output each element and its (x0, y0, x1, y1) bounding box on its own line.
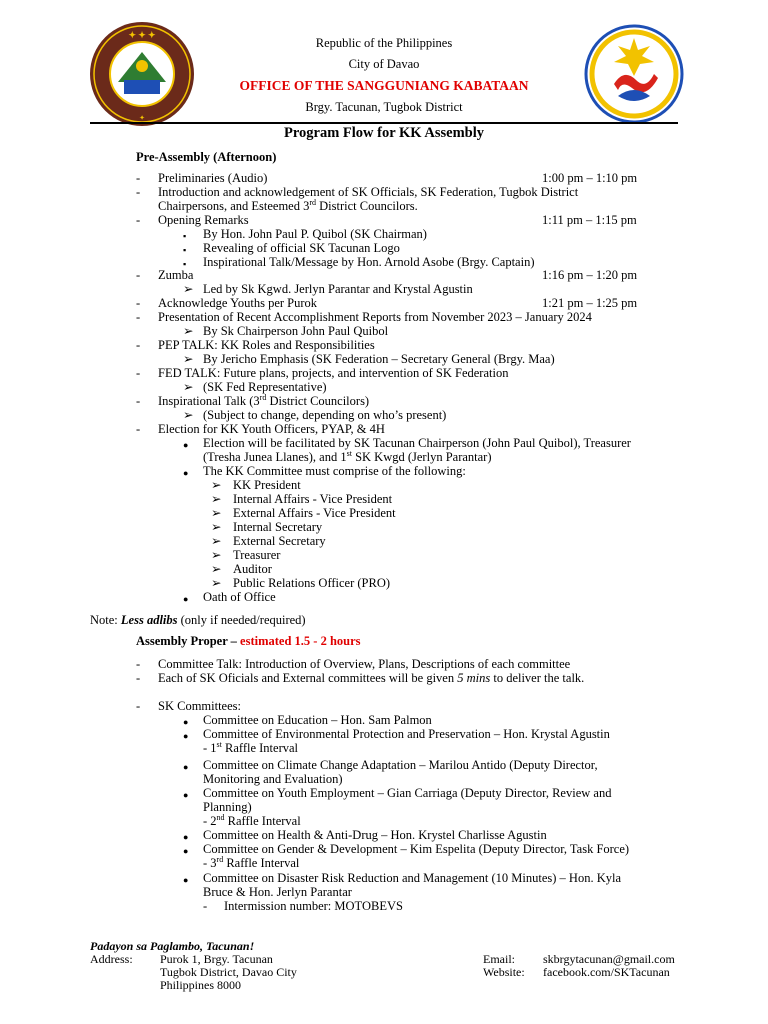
assembly-proper-item-text (203, 786, 611, 800)
assembly-proper-text-span: Bruce & Hon. Jerlyn Parantar (203, 885, 352, 899)
pre-assembly-bullet: ➢ (183, 352, 194, 366)
pre-assembly-superscript: st (346, 448, 352, 458)
assembly-proper-text-span: Monitoring and Evaluation) (203, 772, 343, 786)
pre-assembly-text-span: By Hon. John Paul P. Quibol (SK Chairman) (203, 227, 427, 241)
pre-assembly-item-text (158, 366, 508, 380)
pre-assembly-bullet: - (136, 296, 141, 310)
assembly-proper-superscript: st (216, 739, 222, 749)
pre-assembly-text-span: Zumba (158, 268, 194, 282)
section-heading-assembly-proper (136, 634, 361, 648)
pre-assembly-text-span: Acknowledge Youths per Purok (158, 296, 318, 310)
pre-assembly-text-span: Internal Affairs - Vice President (233, 492, 393, 506)
pre-assembly-bullet: ▪ (183, 231, 187, 241)
pre-assembly-item-text (233, 534, 326, 548)
pre-assembly-bullet: ● (183, 440, 189, 450)
svg-text:✦ ✦ ✦: ✦ ✦ ✦ (128, 30, 156, 40)
pre-assembly-item-text (233, 478, 301, 492)
assembly-proper-text-span: Each of SK Oficials and External committees will be given (158, 671, 458, 685)
assembly-proper-emphasis: 5 mins (457, 671, 491, 685)
assembly-proper-item-text (203, 772, 343, 786)
assembly-proper-item-text (203, 856, 299, 870)
pre-assembly-bullet: ➢ (211, 562, 222, 576)
footer-email-label: Email: (483, 952, 515, 966)
pre-assembly-item-text (158, 338, 375, 352)
pre-assembly-bullet: ➢ (211, 478, 222, 492)
pre-assembly-item-text (203, 450, 492, 464)
pre-assembly-text-span: Inspirational Talk/Message by Hon. Arnold Asobe (Brgy. Captain) (203, 255, 535, 269)
pre-assembly-text-span: By Jericho Emphasis (SK Federation – Secretary General (Brgy. Maa) (203, 352, 555, 366)
pre-assembly-superscript: rd (259, 392, 267, 402)
pre-assembly-item-text (158, 185, 578, 199)
pre-assembly-bullet: - (136, 171, 141, 185)
pre-assembly-text-span: External Affairs - Vice President (233, 506, 396, 520)
pre-assembly-item-text (203, 227, 427, 241)
pre-assembly-item-text (203, 241, 400, 255)
pre-assembly-item-text (158, 268, 193, 282)
pre-assembly-time-slot: 1:16 pm – 1:20 pm (542, 268, 638, 282)
assembly-estimate: estimated 1.5 - 2 hours (240, 634, 361, 648)
pre-assembly-time-slot: 1:11 pm – 1:15 pm (542, 213, 637, 227)
assembly-proper-text-after: Raffle Interval (221, 741, 299, 755)
assembly-proper-text-span: Committee on Youth Employment – Gian Carriaga (Deputy Director, Review and (203, 786, 612, 800)
footer-address-line-3: Philippines 8000 (160, 978, 242, 992)
pre-assembly-text-span: The KK Committee must comprise of the following: (203, 464, 466, 478)
pre-assembly-time-slot: 1:21 pm – 1:25 pm (542, 296, 638, 310)
assembly-proper-text-after: to deliver the talk. (490, 671, 585, 685)
assembly-proper-item-text (158, 657, 570, 671)
pre-assembly-bullet: - (136, 366, 141, 380)
assembly-proper-bullet: - (203, 899, 208, 913)
pre-assembly-bullet: - (136, 268, 141, 282)
pre-assembly-text-after: SK Kwgd (Jerlyn Parantar) (351, 450, 492, 464)
pre-assembly-bullet: ➢ (183, 282, 194, 296)
assembly-proper-bullet: ● (183, 875, 189, 885)
pre-assembly-text-span: (Subject to change, depending on who’s present) (203, 408, 447, 422)
pre-assembly-item-text (158, 422, 385, 436)
pre-assembly-text-span: External Secretary (233, 534, 326, 548)
assembly-proper-text-span: - 2 (203, 814, 217, 828)
pre-assembly-item-text (233, 548, 280, 562)
pre-assembly-item-text (158, 213, 249, 227)
assembly-proper-bullet: ● (183, 762, 189, 772)
pre-assembly-bullet: ➢ (211, 534, 222, 548)
assembly-proper-text-span: Committee on Climate Change Adaptation – Marilou Antido (Deputy Director, (203, 758, 598, 772)
pre-assembly-item-text (233, 576, 390, 590)
pre-assembly-text-span: Preliminaries (Audio) (158, 171, 268, 185)
pre-assembly-item-text (203, 324, 388, 338)
pre-assembly-item-text (158, 310, 592, 324)
pre-assembly-item-text (233, 520, 322, 534)
assembly-proper-text-span: Planning) (203, 800, 252, 814)
assembly-proper-bullet: - (136, 699, 141, 713)
pre-assembly-text-span: By Sk Chairperson John Paul Quibol (203, 324, 389, 338)
assembly-proper-item-text (203, 741, 298, 755)
assembly-proper-text-span: Committee on Education – Hon. Sam Palmon (203, 713, 432, 727)
pre-assembly-item-text (203, 282, 473, 296)
footer-address-line-2: Tugbok District, Davao City (160, 965, 297, 979)
note-prefix: Note: (90, 613, 121, 627)
pre-assembly-text-span: Chairpersons, and Esteemed 3 (158, 199, 310, 213)
assembly-proper-item-text (203, 814, 301, 828)
pre-assembly-bullet: ● (183, 468, 189, 478)
pre-assembly-text-span: Opening Remarks (158, 213, 249, 227)
pre-assembly-text-span: FED TALK: Future plans, projects, and intervention of SK Federation (158, 366, 509, 380)
pre-assembly-text-span: Auditor (233, 562, 272, 576)
assembly-proper-bullet: ● (183, 790, 189, 800)
assembly-proper-text-after: Raffle Interval (224, 814, 301, 828)
assembly-proper-item-text (203, 828, 547, 842)
pre-assembly-text-span: Introduction and acknowledgement of SK Officials, SK Federation, Tugbok District (158, 185, 579, 199)
pre-assembly-bullet: ➢ (211, 548, 222, 562)
assembly-proper-bullet: ● (183, 846, 189, 856)
pre-assembly-item-text (158, 394, 369, 408)
pre-assembly-text-span: Oath of Office (203, 590, 276, 604)
note-line (90, 613, 306, 627)
pre-assembly-text-span: Led by Sk Kgwd. Jerlyn Parantar and Krystal Agustin (203, 282, 473, 296)
footer-address-line-1: Purok 1, Brgy. Tacunan (160, 952, 273, 966)
pre-assembly-bullet: ➢ (183, 324, 194, 338)
assembly-proper-item-text (158, 699, 241, 713)
pre-assembly-bullet: ➢ (183, 408, 194, 422)
pre-assembly-text-span: KK President (233, 478, 301, 492)
note-emphasis: Less adlibs (120, 613, 178, 627)
pre-assembly-text-span: Treasurer (233, 548, 281, 562)
pre-assembly-text-span: Inspirational Talk (3 (158, 394, 260, 408)
assembly-proper-item-text (203, 800, 252, 814)
assembly-heading: Assembly Proper – (136, 634, 241, 648)
assembly-proper-item-text (224, 899, 403, 913)
footer-email[interactable]: skbrgytacunan@gmail.com (543, 952, 675, 966)
pre-assembly-bullet: - (136, 185, 141, 199)
header-divider (90, 122, 678, 124)
assembly-proper-text-span: Committee Talk: Introduction of Overview, Plans, Descriptions of each committee (158, 657, 571, 671)
pre-assembly-item-text (158, 171, 267, 185)
pre-assembly-text-span: Presentation of Recent Accomplishment Reports from November 2023 – January 2024 (158, 310, 592, 324)
pre-assembly-text-span: (SK Fed Representative) (203, 380, 327, 394)
pre-assembly-item-text (203, 408, 446, 422)
pre-assembly-text-span: Internal Secretary (233, 520, 323, 534)
pre-assembly-text-span: Election for KK Youth Officers, PYAP, & 4H (158, 422, 385, 436)
assembly-proper-text-span: SK Committees: (158, 699, 241, 713)
assembly-proper-text-span: Committee of Environmental Protection and Preservation – Hon. Krystal Agustin (203, 727, 610, 741)
pre-assembly-item-text (203, 590, 276, 604)
footer-website-label: Website: (483, 965, 525, 979)
assembly-proper-text-span: - 1 (203, 741, 217, 755)
pre-assembly-item-text (233, 562, 272, 576)
pre-assembly-text-span: Public Relations Officer (PRO) (233, 576, 391, 590)
pre-assembly-bullet: ● (183, 594, 189, 604)
footer-address-label: Address: (90, 952, 133, 966)
assembly-proper-text-span: - 3 (203, 856, 217, 870)
pre-assembly-item-text (203, 255, 535, 269)
pre-assembly-bullet: ➢ (211, 576, 222, 590)
assembly-proper-text-span: Committee on Health & Anti-Drug – Hon. Krystel Charlisse Agustin (203, 828, 547, 842)
assembly-proper-bullet: ● (183, 731, 189, 741)
assembly-proper-bullet: - (136, 671, 141, 685)
pre-assembly-bullet: ➢ (211, 520, 222, 534)
assembly-proper-text-span: Committee on Gender & Development – Kim Espelita (Deputy Director, Task Force) (203, 842, 630, 856)
pre-assembly-bullet: - (136, 310, 141, 324)
pre-assembly-bullet: ▪ (183, 245, 187, 255)
pre-assembly-item-text (233, 506, 396, 520)
page-title: Program Flow for KK Assembly (283, 125, 485, 141)
pre-assembly-item-text (203, 464, 466, 478)
assembly-proper-text-span: Intermission number: MOTOBEVS (224, 899, 403, 913)
header-barangay: Brgy. Tacunan, Tugbok District (305, 100, 463, 114)
pre-assembly-bullet: ➢ (211, 506, 222, 520)
assembly-proper-item-text (203, 727, 610, 741)
pre-assembly-time-slot: 1:00 pm – 1:10 pm (542, 171, 638, 185)
pre-assembly-item-text (233, 492, 392, 506)
assembly-proper-text-span: Committee on Disaster Risk Reduction and Management (10 Minutes) – Hon. Kyla (203, 871, 621, 885)
pre-assembly-text-after: District Councilors. (316, 199, 418, 213)
pre-assembly-item-text (158, 296, 317, 310)
section-heading-pre-assembly: Pre-Assembly (Afternoon) (136, 150, 277, 164)
assembly-proper-bullet: - (136, 657, 141, 671)
pre-assembly-bullet: - (136, 422, 141, 436)
assembly-proper-item-text (203, 871, 621, 885)
pre-assembly-bullet: - (136, 213, 141, 227)
pre-assembly-text-after: District Councilors) (266, 394, 370, 408)
pre-assembly-bullet: ▪ (183, 259, 187, 269)
pre-assembly-bullet: - (136, 394, 141, 408)
assembly-proper-bullet: ● (183, 832, 189, 842)
pre-assembly-bullet: ➢ (183, 380, 194, 394)
assembly-proper-text-after: Raffle Interval (223, 856, 300, 870)
pre-assembly-bullet: - (136, 338, 141, 352)
assembly-proper-item-text (203, 885, 352, 899)
pre-assembly-text-span: PEP TALK: KK Roles and Responsibilities (158, 338, 375, 352)
assembly-proper-item-text (203, 842, 629, 856)
header-city: City of Davao (348, 57, 420, 71)
assembly-proper-superscript: rd (216, 854, 224, 864)
pre-assembly-item-text (203, 436, 631, 450)
pre-assembly-item-text (203, 352, 555, 366)
pre-assembly-text-span: (Tresha Junea Llanes), and 1 (203, 450, 347, 464)
svg-text:✦: ✦ (139, 114, 145, 122)
pre-assembly-item-text (158, 199, 418, 213)
assembly-proper-item-text (203, 713, 432, 727)
assembly-proper-item-text (203, 758, 598, 772)
note-suffix: (only if needed/required) (177, 613, 306, 627)
pre-assembly-superscript: rd (309, 197, 317, 207)
footer-website[interactable]: facebook.com/SKTacunan (543, 965, 670, 979)
assembly-proper-item-text (158, 671, 584, 685)
pre-assembly-bullet: ➢ (211, 492, 222, 506)
header-republic: Republic of the Philippines (315, 36, 453, 50)
pre-assembly-text-span: Election will be facilitated by SK Tacunan Chairperson (John Paul Quibol), Treasurer (203, 436, 631, 450)
assembly-proper-bullet: ● (183, 717, 189, 727)
header-office: OFFICE OF THE SANGGUNIANG KABATAAN (239, 78, 529, 93)
pre-assembly-text-span: Revealing of official SK Tacunan Logo (203, 241, 400, 255)
footer-slogan: Padayon sa Paglambo, Tacunan! (90, 939, 255, 953)
assembly-proper-superscript: nd (216, 812, 225, 822)
